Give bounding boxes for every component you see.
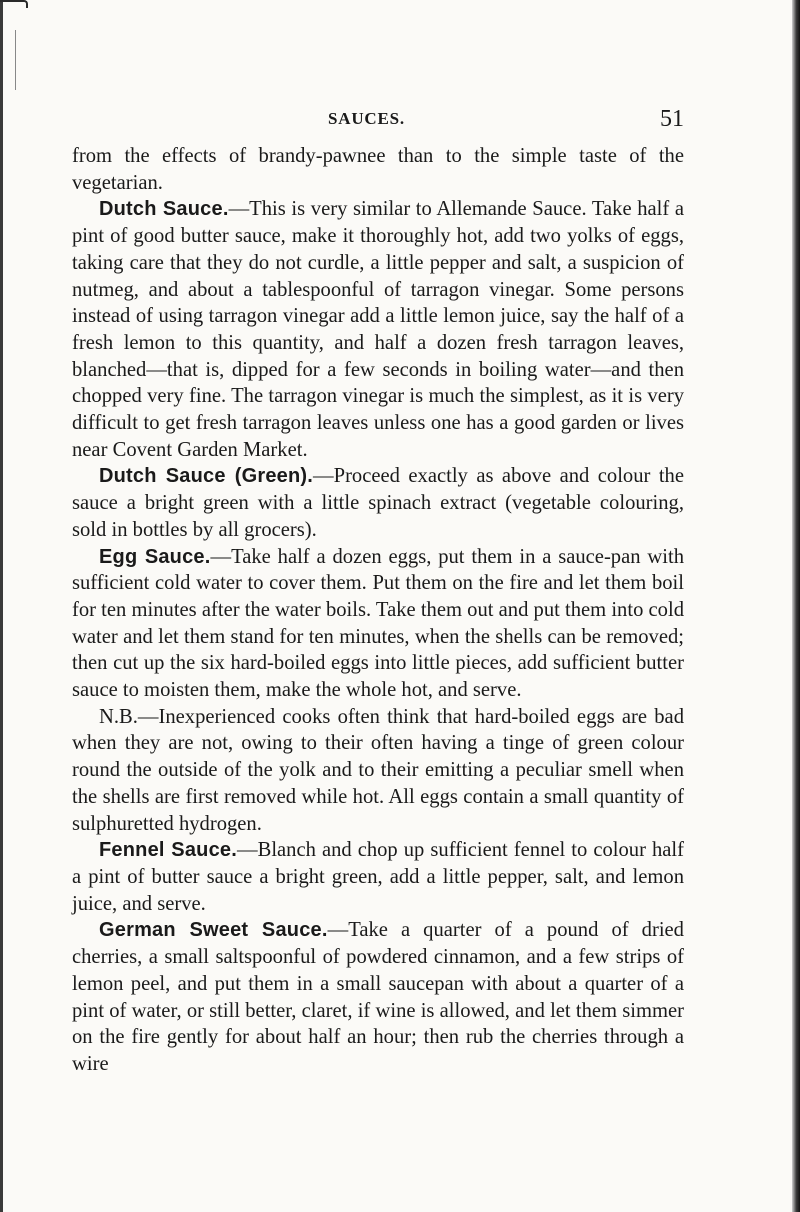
recipe-heading: Fennel Sauce. bbox=[99, 839, 237, 862]
scan-binding-mark bbox=[3, 30, 16, 90]
scan-right-edge bbox=[792, 0, 800, 1212]
paragraph-text: —Blanch and chop up sufficient fennel to colour half a pint of butter sauce a bright green, add a little pepper, salt, and lemon juice, and serve. bbox=[72, 839, 684, 915]
paragraph-german-sweet-sauce bbox=[72, 917, 684, 1077]
paragraph-text: from the effects of brandy-pawnee than to the simple taste of the vegetarian. bbox=[72, 145, 684, 194]
paragraph-text: N.B.—Inexperienced cooks often think that hard-boiled eggs are bad when they are not, owing to their often having a tinge of green colour round the outside of the yolk and to their emitting a peculiar smell when the shells are first removed while hot. All eggs contain a small quantity of sulphuretted hydrogen. bbox=[72, 705, 684, 835]
recipe-heading: Dutch Sauce. bbox=[99, 198, 229, 221]
recipe-heading: Egg Sauce. bbox=[99, 545, 211, 568]
paragraph-text: —Proceed exactly as above and colour the sauce a bright green with a little spinach extract (vegetable colouring, sold in bottles by all grocers). bbox=[72, 465, 684, 541]
paragraph-dutch-sauce-green bbox=[72, 463, 684, 543]
running-head: SAUCES. bbox=[328, 109, 405, 128]
paragraph-egg-sauce bbox=[72, 544, 684, 704]
recipe-heading: Dutch Sauce (Green). bbox=[99, 465, 314, 488]
page-number: 51 bbox=[660, 106, 684, 132]
paragraph-text: —This is very similar to Allemande Sauce. Take half a pint of good butter sauce, make it thoroughly hot, add two yolks of eggs, taking care that they do not curdle, a little pepper and salt, a suspicion of nutmeg, and about a tablespoonful of tarragon vinegar. Some persons instead of using tarragon vinegar add a little lemon juice, say the half of a fresh lemon to this quantity, and half a dozen fresh tarragon leaves, blanched—that is, dipped for a few seconds in boiling water—and then chopped very fine. The tarragon vinegar is much the simplest, as it is very difficult to get fresh tarragon leaves unless one has a good garden or lives near Covent Garden Market. bbox=[72, 198, 684, 461]
paragraph-text: —Take half a dozen eggs, put them in a sauce-pan with sufficient cold water to cover them. Put them on the fire and let them boil for ten minutes after the water boils. Take them out and put them into cold water and let them stand for ten minutes, when the shells can be removed; then cut up the six hard-boiled eggs into little pieces, add sufficient butter sauce to moisten them, make the whole hot, and serve. bbox=[72, 545, 684, 702]
body-text bbox=[72, 143, 684, 1078]
recipe-heading: German Sweet Sauce. bbox=[99, 919, 328, 942]
paragraph-dutch-sauce bbox=[72, 196, 684, 463]
paragraph-nota-bene bbox=[72, 704, 684, 838]
paragraph-continuation bbox=[72, 143, 684, 196]
paragraph-text: —Take a quarter of a pound of dried cherries, a small saltspoonful of powdered cinnamon, and a few strips of lemon peel, and put them in a small saucepan with about a quarter of a pint of water, or still better, claret, if wine is allowed, and let them simmer on the fire gently for about half an hour; then rub the cherries through a wire bbox=[72, 919, 684, 1075]
scan-corner-mark bbox=[0, 0, 28, 8]
page-header bbox=[72, 106, 684, 139]
paragraph-fennel-sauce bbox=[72, 837, 684, 917]
scan-left-edge bbox=[0, 0, 3, 1212]
